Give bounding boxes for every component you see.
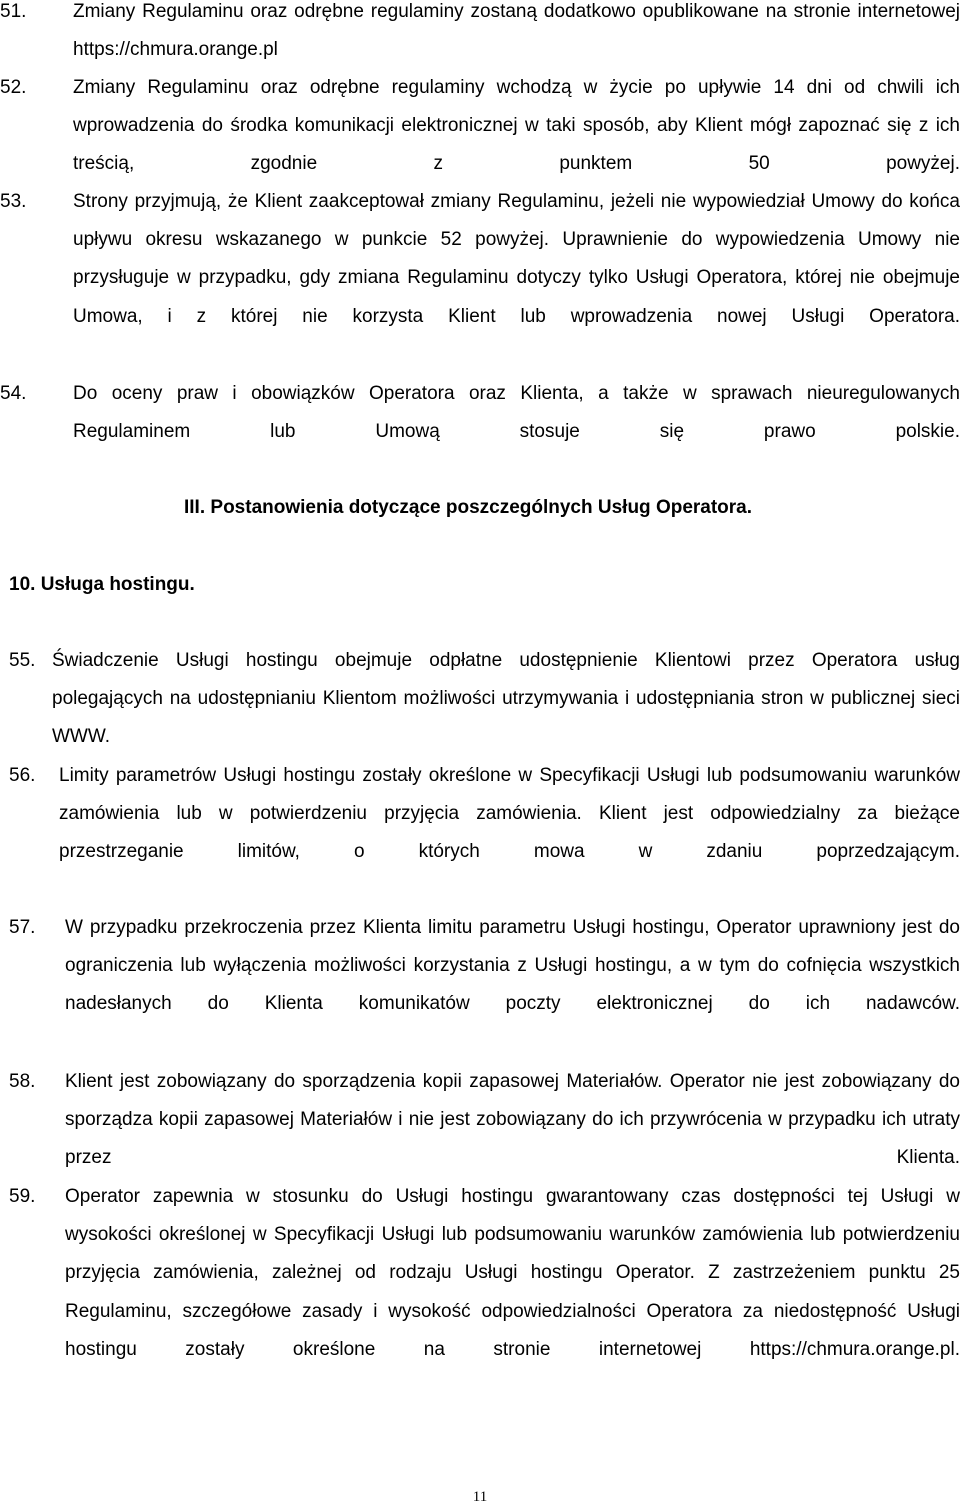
item-text: Klient jest zobowiązany do sporządzenia kopii zapasowej Materiałów. Operator nie jest zobowiązany do sporządza kopii zapasowej Materiałów i nie jest zobowiązany do ich przywrócenia w przypadku ich utraty przez Klienta. — [65, 1071, 960, 1169]
item-text: W przypadku przekroczenia przez Klienta limitu parametru Usługi hostingu, Operator uprawniony jest do ograniczenia lub wyłączenia możliwości korzystania z Usługi hostingu, a w tym do cofnięcia wszystkich nadesłanych do Klienta komunikatów poczty elektronicznej do ich nadawców. — [65, 917, 960, 1015]
item-number: 57. — [9, 917, 36, 938]
item-text: Świadczenie Usługi hostingu obejmuje odpłatne udostępnienie Klientowi przez Operatora usług polegających na udostępnianiu Klientom możliwości utrzymywania i udostępniania stron w publicznej sieci WWW. — [52, 650, 960, 748]
subsection-heading: 10. Usługa hostingu. — [9, 574, 195, 595]
section-heading: III. Postanowienia dotyczące poszczególnych Usług Operatora. — [184, 497, 753, 518]
item-text: Limity parametrów Usługi hostingu zostały określone w Specyfikacji Usługi lub podsumowaniu warunków zamówienia lub w potwierdzeniu przyjęcia zamówienia. Klient jest odpowiedzialny za bieżące przestrzeganie limitów, o których mowa w zdaniu poprzedzającym. — [59, 765, 960, 863]
item-number: 59. — [9, 1186, 36, 1207]
item-text: Strony przyjmują, że Klient zaakceptował zmiany Regulaminu, jeżeli nie wypowiedział Umowy do końca upływu okresu wskazanego w punkcie 52 powyżej. Uprawnienie do wypowiedzenia Umowy nie przysługuje w przypadku, gdy zmiana Regulaminu dotyczy tylko Usługi Operatora, której nie obejmuje Umowa, i z której nie korzysta Klient lub wprowadzenia nowej Usługi Operatora. — [73, 191, 960, 327]
page-number: 11 — [472, 1489, 488, 1505]
item-number: 51. — [0, 1, 27, 22]
item-number: 52. — [0, 77, 27, 98]
item-number: 58. — [9, 1071, 36, 1092]
item-text: Do oceny praw i obowiązków Operatora oraz Klienta, a także w sprawach nieuregulowanych Regulaminem lub Umową stosuje się prawo polskie. — [73, 383, 960, 443]
item-text: Zmiany Regulaminu oraz odrębne regulaminy zostaną dodatkowo opublikowane na stronie internetowej https://chmura.orange.pl — [73, 1, 960, 61]
item-number: 54. — [0, 383, 27, 404]
item-text: Operator zapewnia w stosunku do Usługi hostingu gwarantowany czas dostępności tej Usługi w wysokości określonej w Specyfikacji Usługi lub podsumowaniu warunków zamówienia lub potwierdzeniu przyjęcia zamówienia, zależnej od rodzaju Usługi hostingu Operator. Z zastrzeżeniem punktu 25 Regulaminu, szczegółowe zasady i wysokość odpowiedzialności Operatora za niedostępność Usługi hostingu zostały określone na stronie internetowej https://chmura.orange.pl. — [65, 1186, 960, 1360]
item-text: Zmiany Regulaminu oraz odrębne regulaminy wchodzą w życie po upływie 14 dni od chwili ich wprowadzenia do środka komunikacji elektronicznej w taki sposób, aby Klient mógł zapoznać się z ich treścią, zgodnie z punktem 50 powyżej. — [73, 77, 960, 175]
item-number: 53. — [0, 191, 27, 212]
item-number: 55. — [9, 650, 36, 671]
item-number: 56. — [9, 765, 36, 786]
